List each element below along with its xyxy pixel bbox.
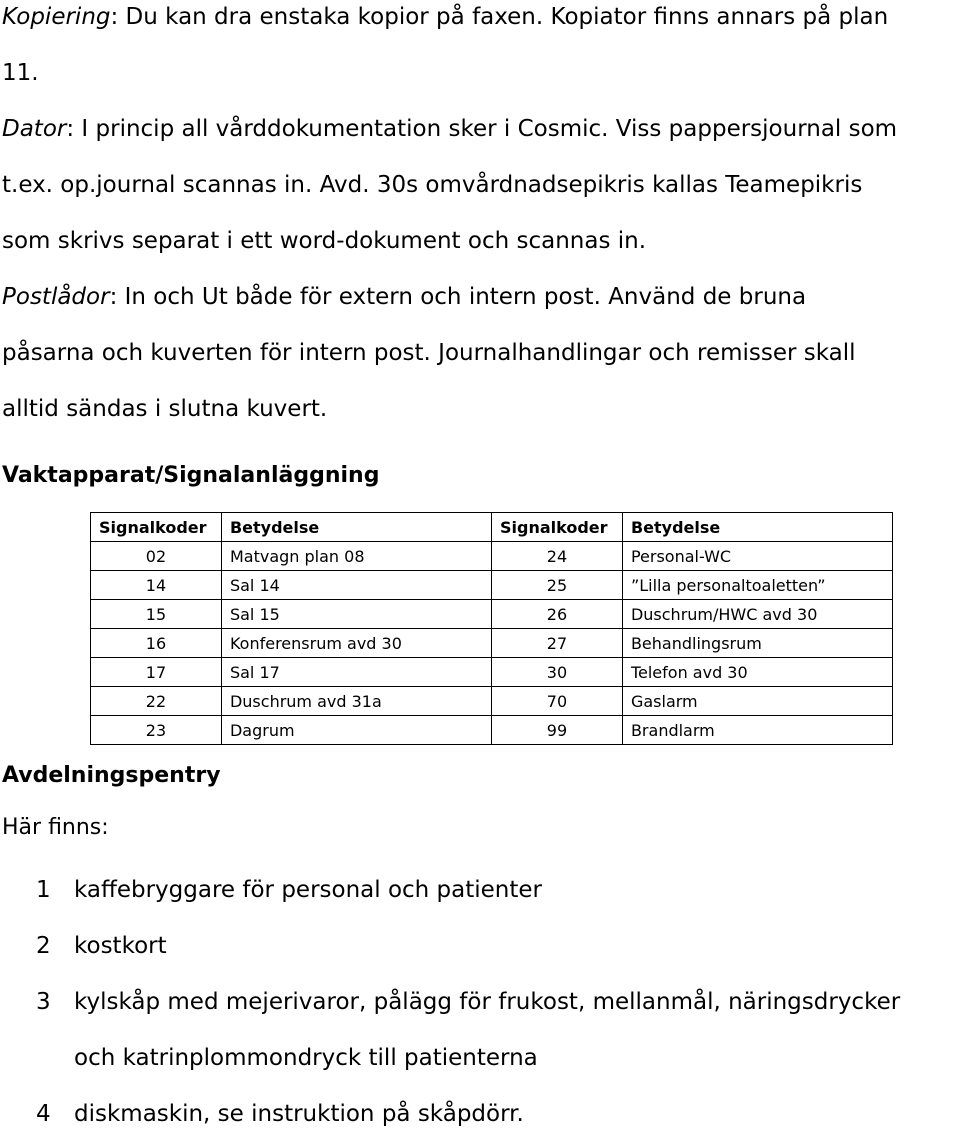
dator-paragraph xyxy=(2,101,957,269)
table-row xyxy=(91,658,893,687)
kopiering-text-line-1: : Du kan dra enstaka kopior på faxen. Kopiator finns annars på plan xyxy=(110,4,889,30)
list-item-number: 4 xyxy=(36,1101,51,1127)
list-item xyxy=(0,918,958,974)
header-signalkoder: Signalkoder xyxy=(491,513,622,542)
list-item-text: kaffebryggare för personal och patienter xyxy=(74,877,543,903)
dator-text-line-3: som skrivs separat i ett word-dokument och scannas in. xyxy=(2,228,647,254)
postlador-label: Postlådor xyxy=(2,284,110,310)
signal-code: 25 xyxy=(491,571,622,600)
signal-meaning: Sal 15 xyxy=(221,600,491,629)
signal-code: 30 xyxy=(491,658,622,687)
postlador-text-line-1: : In och Ut både för extern och intern post. Använd de bruna xyxy=(109,284,807,310)
signal-meaning: Gaslarm xyxy=(622,687,892,716)
signal-code: 27 xyxy=(491,629,622,658)
header-betydelse: Betydelse xyxy=(221,513,491,542)
signal-meaning: Personal-WC xyxy=(622,542,892,571)
list-item-text-continued: och katrinplommondryck till patienterna xyxy=(74,1045,538,1071)
list-item-number: 3 xyxy=(36,989,51,1015)
list-item-number: 1 xyxy=(36,877,51,903)
signal-code: 02 xyxy=(91,542,222,571)
postlador-text-line-3: alltid sändas i slutna kuvert. xyxy=(2,396,328,422)
signal-code: 22 xyxy=(91,687,222,716)
header-signalkoder: Signalkoder xyxy=(91,513,222,542)
signal-meaning: ”Lilla personaltoaletten” xyxy=(622,571,892,600)
signal-code-table xyxy=(90,512,893,745)
signal-meaning: Behandlingsrum xyxy=(622,629,892,658)
signal-code: 24 xyxy=(491,542,622,571)
list-item-text: kostkort xyxy=(74,933,167,959)
vaktapparat-heading: Vaktapparat/Signalanläggning xyxy=(2,463,380,488)
signal-code: 16 xyxy=(91,629,222,658)
pentry-list xyxy=(0,862,958,1142)
signal-meaning: Sal 14 xyxy=(221,571,491,600)
table-header-row xyxy=(91,513,893,542)
signal-code: 99 xyxy=(491,716,622,745)
pentry-heading: Avdelningspentry xyxy=(2,763,221,788)
signal-code: 17 xyxy=(91,658,222,687)
signal-code: 15 xyxy=(91,600,222,629)
kopiering-label: Kopiering xyxy=(2,4,111,30)
list-item xyxy=(0,1086,958,1142)
postlador-text-line-2: påsarna och kuverten för intern post. Journalhandlingar och remisser skall xyxy=(2,340,856,366)
table-row xyxy=(91,600,893,629)
signal-meaning: Matvagn plan 08 xyxy=(221,542,491,571)
signal-meaning: Telefon avd 30 xyxy=(622,658,892,687)
signal-meaning: Brandlarm xyxy=(622,716,892,745)
list-item-text: diskmaskin, se instruktion på skåpdörr. xyxy=(74,1101,524,1127)
list-item xyxy=(0,862,958,918)
kopiering-paragraph xyxy=(2,0,957,101)
signal-meaning: Dagrum xyxy=(221,716,491,745)
signal-meaning: Sal 17 xyxy=(221,658,491,687)
signal-code: 70 xyxy=(491,687,622,716)
dator-label: Dator xyxy=(2,116,67,142)
signal-meaning: Duschrum/HWC avd 30 xyxy=(622,600,892,629)
postlador-paragraph xyxy=(2,269,957,437)
list-item xyxy=(0,974,958,1086)
kopiering-text-line-2: 11. xyxy=(2,60,39,86)
signal-code: 26 xyxy=(491,600,622,629)
list-item-number: 2 xyxy=(36,933,51,959)
signal-code: 14 xyxy=(91,571,222,600)
pentry-intro: Här finns: xyxy=(2,815,109,840)
dator-text-line-1: : I princip all vårddokumentation sker i Cosmic. Viss pappersjournal som xyxy=(66,116,898,142)
signal-meaning: Konferensrum avd 30 xyxy=(221,629,491,658)
table-row xyxy=(91,542,893,571)
table-row xyxy=(91,571,893,600)
list-item-text: kylskåp med mejerivaror, pålägg för frukost, mellanmål, näringsdrycker xyxy=(74,989,901,1015)
signal-meaning: Duschrum avd 31a xyxy=(221,687,491,716)
table-row xyxy=(91,629,893,658)
table-row xyxy=(91,687,893,716)
dator-text-line-2: t.ex. op.journal scannas in. Avd. 30s omvårdnadsepikris kallas Teamepikris xyxy=(2,172,863,198)
table-row xyxy=(91,716,893,745)
header-betydelse: Betydelse xyxy=(622,513,892,542)
signal-code: 23 xyxy=(91,716,222,745)
